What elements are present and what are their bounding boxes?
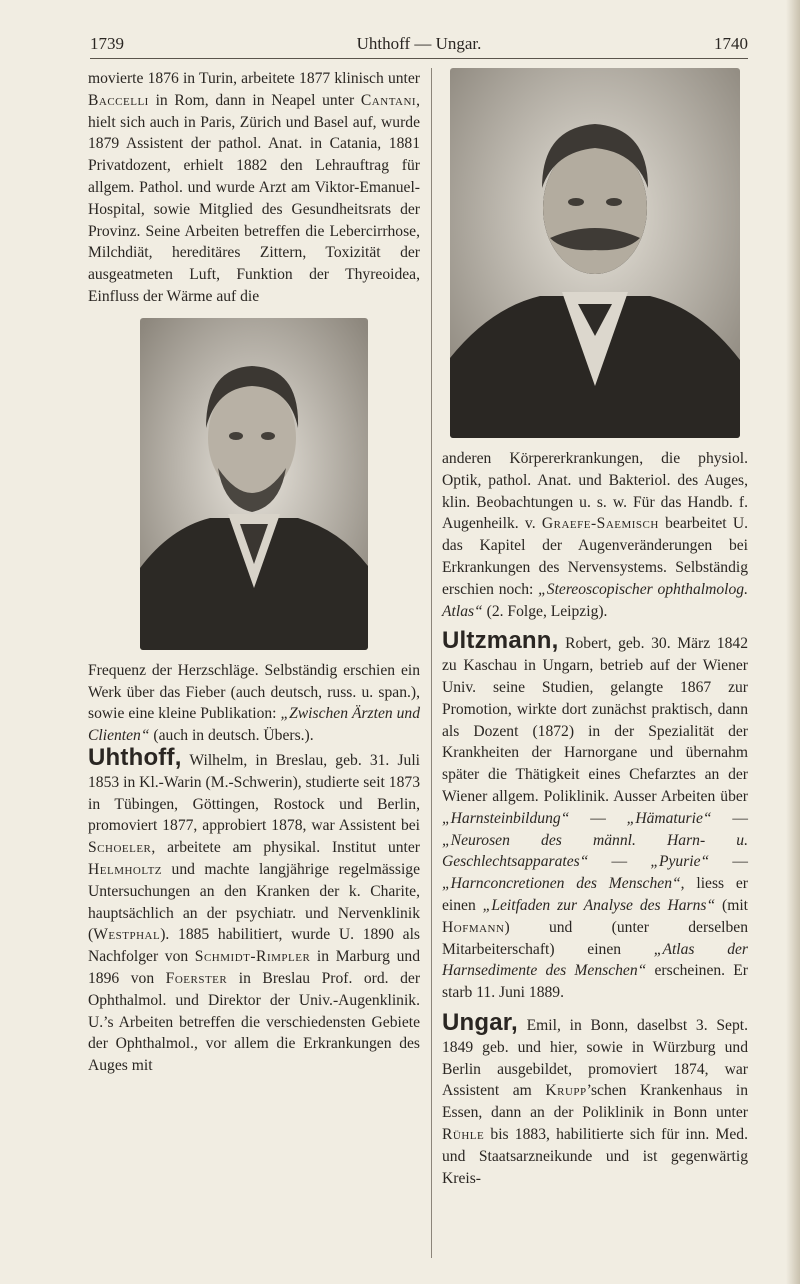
column-divider: [431, 68, 432, 1258]
left-column-number: 1739: [90, 34, 124, 53]
entry-ultzmann: Ultzmann, Robert, geb. 30. März 1842 zu Kaschau in Ungarn, betrieb auf der Wiener Univ. seine Studien, gelangte 1867 zur Promotion, wirkte dort zunächst praktisch, dann als Dozent (1872) in der Spezialität der Krankheiten der Harnorgane und übernahm später die Thätigkeit eines Chefarztes an der Wiener allgem. Poliklinik. Ausser Arbeiten über „Harnsteinbildung“ — „Hämaturie“ — „Neurosen des männl. Harn- u. Geschlechtsapparates“ — „Pyurie“ —„Harnconcretionen des Menschen“, liess er einen „Leitfaden zur Analyse des Harns“ (mit Hofmann) und (unter derselben Mitarbeiterschaft) einen „Atlas der Harnsedimente des Menschen“ erscheinen. Er starb 11. Juni 1889.: [442, 627, 748, 1002]
right-column: [442, 68, 748, 1189]
running-title: Uhthoff — Ungar.: [356, 34, 482, 53]
headword-uhthoff: Uhthoff,: [88, 743, 182, 771]
header-rule: [90, 58, 748, 59]
portrait-photo-right: [450, 68, 740, 438]
portrait-photo-left: [140, 318, 368, 650]
running-header: [90, 34, 748, 60]
entry-continuation-2: Frequenz der Herzschläge. Selbständig erschien ein Werk über das Fieber (auch deutsch, russ. u. span.), sowie eine kleine Publikation: „Zwischen Ärzten und Clienten“ (auch in deutsch. Übers.).: [88, 661, 420, 745]
headword-ungar: Ungar,: [442, 1008, 518, 1036]
page-edge-shadow: [786, 0, 800, 1284]
headword-ultzmann: Ultzmann,: [442, 627, 559, 655]
entry-continuation: movierte 1876 in Turin, arbeitete 1877 klinisch unter Baccelli in Rom, dann in Neapel unter Cantani, hielt sich auch in Paris, Zürich und Basel auf, wurde 1879 Assistent der pathol. Anat. in Catania, 1881 Privatdozent, erhielt 1882 den Lehrauftrag für allgem. Pathol. und wurde Arzt am Viktor-Emanuel-Hospital, sowie Mitglied des Gesundheitsrats der Provinz. Seine Arbeiten betreffen die Lebercirrhose, Milchdiät, hereditäres Zittern, Toxizität der ausgeatmeten Luft, Funktion der Thyreoidea, Einfluss der Wärme auf die: [88, 70, 420, 305]
left-column: [88, 68, 420, 1077]
entry-ungar: Ungar, Emil, in Bonn, daselbst 3. Sept. 1849 geb. und hier, sowie in Würzburg und Berlin ausgebildet, promoviert 1874, war Assistent am Krupp’schen Krankenhaus in Essen, dann an der Poliklinik in Bonn unter Rühle bis 1883, habilitierte sich für inn. Med. und Staatsarzneikunde und ist gegenwärtig Kreis-: [442, 1008, 748, 1187]
right-column-number: 1740: [714, 34, 748, 53]
entry-uhthoff: Uhthoff, Wilhelm, in Breslau, geb. 31. Juli 1853 in Kl.-Warin (M.-Schwerin), studierte seit 1873 in Tübingen, Göttingen, Rostock und Berlin, promoviert 1877, approbiert 1878, war Assistent bei Schoeler, arbeitete am physikal. Institut unter Helmholtz und machte langjährige regelmässige Untersuchungen an den Kranken der k. Charite, hauptsächlich an der psychiatr. und Nervenklinik (Westphal). 1885 habilitiert, wurde U. 1890 als Nachfolger von Schmidt-Rimpler in Marburg und 1896 von Foerster in Breslau Prof. ord. der Ophthalmol. und Direktor der Univ.-Augenklinik. U.’s Arbeiten betreffen die verschiedensten Gebiete der Ophthalmol., vor allem die Erkrankungen des Auges mit: [88, 743, 421, 1075]
entry-continuation-right: anderen Körpererkrankungen, die physiol. Optik, pathol. Anat. und Bakteriol. des Auges, klin. Beobachtungen u. s. w. Für das Handb. f. Augenheilk. v. Graefe-Saemisch bearbeitet U. das Kapitel der Augenveränderungen bei Erkrankungen des Nervensystems. Selbständig erschien noch: „Stereoscopischer ophthalmolog. Atlas“ (2. Folge, Leipzig).: [442, 450, 748, 620]
